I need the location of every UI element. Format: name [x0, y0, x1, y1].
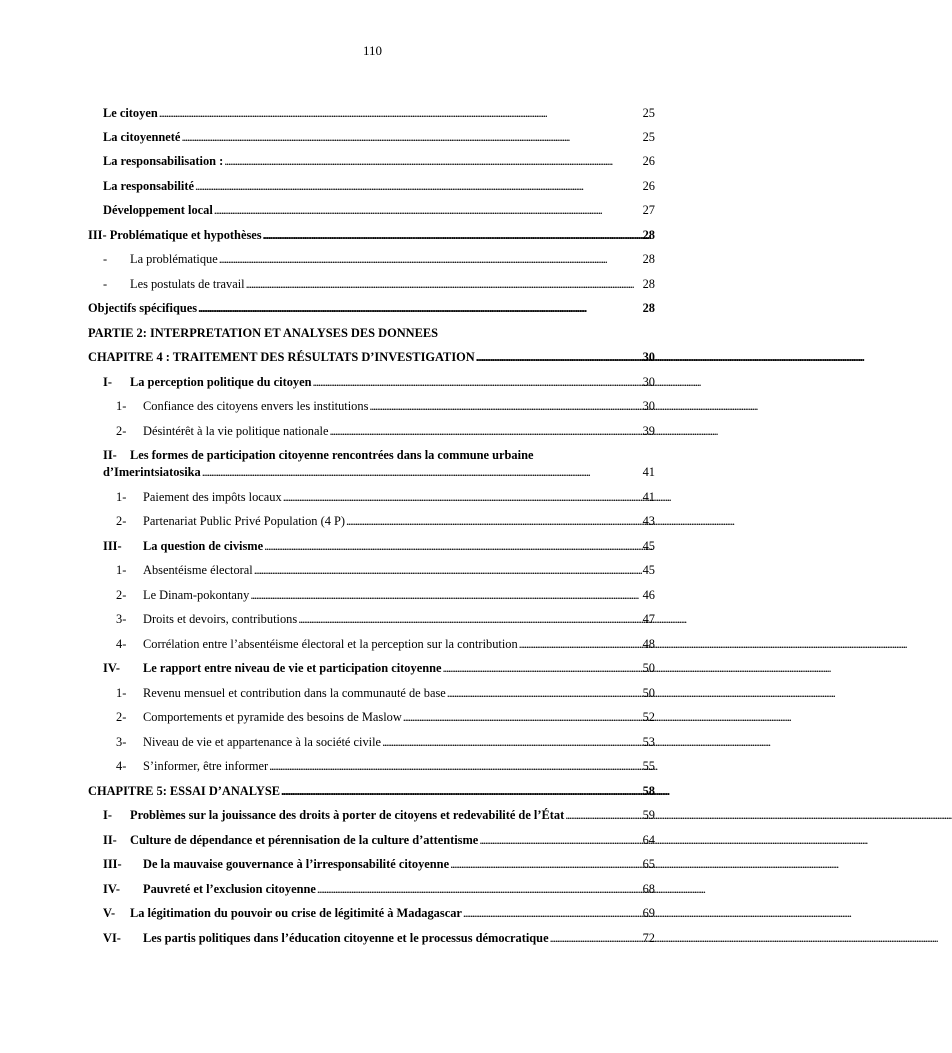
toc-entry-marker: II-: [103, 833, 117, 847]
toc-entry: [103, 203, 655, 218]
toc-entry: [103, 277, 655, 292]
toc-entry-marker: 1-: [116, 399, 127, 413]
toc-entry: [116, 710, 655, 725]
toc-entry-title: Comportements et pyramide des besoins de Maslow: [143, 710, 402, 724]
dot-leader: [442, 661, 641, 676]
part-heading: PARTIE 2: INTERPRETATION ET ANALYSES DES DONNEES: [88, 326, 439, 340]
toc-entry-page: 45: [642, 539, 655, 553]
toc-entry-section: [88, 228, 655, 243]
toc-entry-page: 72: [642, 931, 655, 945]
toc-entry-title: Le citoyen: [103, 106, 158, 120]
toc-entry-marker: I-: [103, 375, 112, 389]
toc-entry: [103, 857, 655, 872]
dot-leader: [313, 375, 642, 390]
toc-entry-page: 39: [642, 424, 655, 438]
toc-entry-title: La question de civisme: [143, 539, 264, 553]
toc-entry-page: 28: [642, 252, 655, 266]
dot-leader: [269, 759, 642, 774]
dot-leader: [250, 588, 641, 603]
toc-entry-title: Paiement des impôts locaux: [143, 490, 282, 504]
toc-entry-title: Les formes de participation citoyenne rencontrées dans la commune urbaine: [130, 448, 534, 462]
toc-entry-title: Niveau de vie et appartenance à la société civile: [143, 735, 382, 749]
toc-entry-page: 45: [642, 563, 655, 577]
toc-entry: [103, 833, 655, 848]
toc-entry-marker: 4-: [116, 637, 127, 651]
toc-entry-page: 30: [642, 375, 655, 389]
toc-entry-page: 41: [642, 465, 655, 479]
toc-entry-title: Revenu mensuel et contribution dans la communauté de base: [143, 686, 446, 700]
toc-entry: [116, 563, 655, 578]
toc-entry: [116, 759, 655, 774]
toc-entry-page: 69: [642, 906, 655, 920]
toc-entry-chapter: [88, 350, 655, 365]
toc-entry-marker: 1-: [116, 490, 127, 504]
dot-leader: [565, 808, 641, 823]
toc-entry: [116, 588, 655, 603]
toc-entry-page: 43: [642, 514, 655, 528]
toc-entry-title: III- Problématique et hypothèses: [88, 228, 262, 242]
toc-entry: [103, 375, 655, 390]
toc-entry-title: Pauvreté et l’exclusion citoyenne: [143, 882, 316, 896]
dot-leader: [181, 130, 641, 145]
toc-entry-marker: 4-: [116, 759, 127, 773]
dot-leader: [476, 350, 642, 365]
dot-leader: [329, 424, 641, 439]
toc-entry-title: La responsabilisation :: [103, 154, 224, 168]
dot-leader: [214, 203, 642, 218]
toc-entry: [116, 514, 655, 529]
toc-entry-page: 26: [642, 179, 655, 193]
toc-entry-page: 55: [642, 759, 655, 773]
dot-leader: [479, 833, 641, 848]
toc-entry-title: CHAPITRE 4 : TRAITEMENT DES RÉSULTATS D’INVESTIGATION: [88, 350, 475, 364]
dot-leader: [254, 563, 642, 578]
toc-entry-page: 53: [642, 735, 655, 749]
toc-entry-title: Objectifs spécifiques: [88, 301, 198, 315]
toc-entry-title: Les partis politiques dans l’éducation citoyenne et le processus démocratique: [143, 931, 549, 945]
toc-entry-title: d’Imerintsiatosika: [103, 465, 201, 479]
toc-entry-marker: 2-: [116, 514, 127, 528]
toc-entry-page: 27: [642, 203, 655, 217]
dot-leader: [369, 399, 641, 414]
dot-leader: [198, 301, 642, 316]
toc-entry-title: Le rapport entre niveau de vie et participation citoyenne: [143, 661, 442, 675]
dot-leader: [224, 154, 641, 169]
toc-entry: [103, 882, 655, 897]
toc-entry-page: 26: [642, 154, 655, 168]
dot-leader: [550, 931, 642, 946]
dot-leader: [382, 735, 642, 750]
toc-entry-page: 41: [642, 490, 655, 504]
toc-entry-title: Le Dinam-pokontany: [143, 588, 250, 602]
toc-entry: [103, 465, 655, 480]
toc-entry: [116, 399, 655, 414]
dot-leader: [202, 465, 642, 480]
toc-entry: [116, 686, 655, 701]
toc-entry-title: S’informer, être informer: [143, 759, 269, 773]
dot-leader: [519, 637, 642, 652]
toc-entry-marker: VI-: [103, 931, 121, 945]
dot-leader: [283, 490, 642, 505]
toc-entry-title: De la mauvaise gouvernance à l’irresponsabilité citoyenne: [143, 857, 450, 871]
toc-entry-title: Corrélation entre l’absentéisme électoral et la perception sur la contribution: [143, 637, 518, 651]
toc-entry-title: La perception politique du citoyen: [130, 375, 312, 389]
toc-entry-marker: I-: [103, 808, 112, 822]
dot-leader: [263, 228, 642, 243]
toc-entry-page: 58: [642, 784, 655, 798]
toc-entry: [103, 906, 655, 921]
toc-entry: [103, 154, 655, 169]
dot-leader: [159, 106, 642, 121]
toc-entry-chapter: [88, 784, 655, 799]
toc-entry-marker: 2-: [116, 588, 127, 602]
toc-entry-page: 25: [642, 130, 655, 144]
toc-entry-page: 48: [642, 637, 655, 651]
toc-entry: [103, 539, 655, 554]
toc-entry: [103, 661, 655, 676]
dot-leader: [346, 514, 642, 529]
toc-entry-page: 68: [642, 882, 655, 896]
toc-entry-page: 52: [642, 710, 655, 724]
dot-leader: [246, 277, 642, 292]
toc-entry-page: 47: [642, 612, 655, 626]
toc-entry-page: 46: [642, 588, 655, 602]
dot-leader: [264, 539, 641, 554]
dot-leader: [403, 710, 642, 725]
toc-entry-title: Absentéisme électoral: [143, 563, 253, 577]
toc-entry-title: Partenariat Public Privé Population (4 P): [143, 514, 346, 528]
toc-entry-title: Problèmes sur la jouissance des droits à porter de citoyens et redevabilité de l’État: [130, 808, 565, 822]
toc-entry-marker: 3-: [116, 735, 127, 749]
dot-leader: [317, 882, 642, 897]
dot-leader: [463, 906, 642, 921]
page-number: 110: [362, 43, 383, 58]
toc-entry-title: La légitimation du pouvoir ou crise de légitimité à Madagascar: [130, 906, 462, 920]
dot-leader: [219, 252, 642, 267]
toc-entry: [103, 106, 655, 121]
toc-entry-marker: IV-: [103, 661, 120, 675]
toc-entry: [116, 424, 655, 439]
dot-leader: [195, 179, 642, 194]
toc-entry-title: La citoyenneté: [103, 130, 181, 144]
toc-entry-page: 28: [642, 301, 655, 315]
toc-entry-section: [88, 301, 655, 316]
toc-entry-title: Désintérêt à la vie politique nationale: [143, 424, 329, 438]
toc-entry-page: 25: [642, 106, 655, 120]
toc-entry-marker: 1-: [116, 563, 127, 577]
toc-entry-page: 65: [642, 857, 655, 871]
toc-entry-marker: IV-: [103, 882, 120, 896]
dot-leader: [450, 857, 642, 872]
toc-entry-marker: 3-: [116, 612, 127, 626]
toc-entry-page: 50: [642, 686, 655, 700]
toc-entry-page: 50: [642, 661, 655, 675]
toc-entry: [103, 179, 655, 194]
toc-entry-page: 28: [642, 228, 655, 242]
toc-entry-page: 59: [642, 808, 655, 822]
toc-entry-page: 28: [642, 277, 655, 291]
toc-entry-marker: 2-: [116, 424, 127, 438]
dot-leader: [447, 686, 642, 701]
toc-entry-title: Culture de dépendance et pérennisation de la culture d’attentisme: [130, 833, 479, 847]
dot-leader: [281, 784, 642, 799]
toc-entry-marker: V-: [103, 906, 116, 920]
toc-entry-marker: 2-: [116, 710, 127, 724]
toc-entry: [116, 612, 655, 627]
toc-entry-title: La problématique: [130, 252, 218, 266]
toc-entry-multiline: [103, 448, 655, 463]
toc-entry: [116, 735, 655, 750]
toc-entry-page: 30: [642, 350, 655, 364]
toc-entry: [116, 637, 655, 652]
toc-entry-page: 30: [642, 399, 655, 413]
toc-entry-title: Droits et devoirs, contributions: [143, 612, 298, 626]
toc-entry: [103, 808, 655, 823]
toc-entry-marker: -: [103, 252, 108, 266]
toc-entry-title: CHAPITRE 5: ESSAI D’ANALYSE: [88, 784, 280, 798]
toc-entry-marker: III-: [103, 539, 122, 553]
toc-entry-marker: -: [103, 277, 108, 291]
toc-entry: [103, 931, 655, 946]
toc-entry-page: 64: [642, 833, 655, 847]
dot-leader: [298, 612, 641, 627]
toc-entry: [103, 130, 655, 145]
toc-entry-marker: 1-: [116, 686, 127, 700]
toc-entry: [116, 490, 655, 505]
toc-entry-marker: II-: [103, 448, 117, 462]
toc-entry-title: Les postulats de travail: [130, 277, 245, 291]
toc-entry-title: Développement local: [103, 203, 213, 217]
toc-entry-title: Confiance des citoyens envers les institutions: [143, 399, 369, 413]
toc-entry-marker: III-: [103, 857, 122, 871]
toc-entry: [103, 252, 655, 267]
toc-entry-title: La responsabilité: [103, 179, 194, 193]
